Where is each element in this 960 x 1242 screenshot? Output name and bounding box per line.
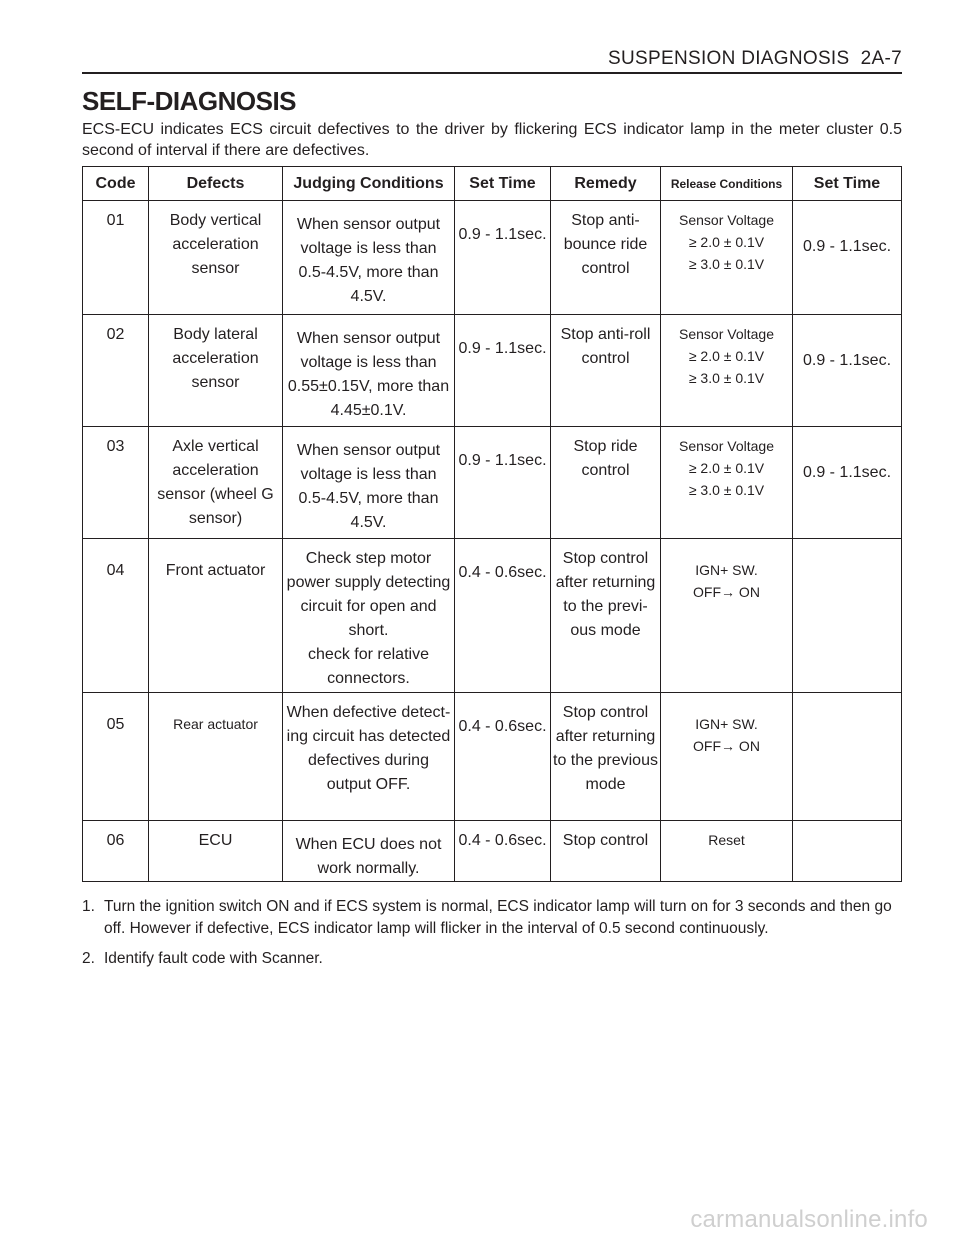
cell-line: 0.4 - 0.6sec. <box>458 832 547 849</box>
cell-line: bounce ride <box>563 236 648 253</box>
cell-line: Body lateral <box>173 326 258 343</box>
header-section: SUSPENSION DIAGNOSIS <box>608 48 850 69</box>
judging-conditions-cell <box>283 315 455 427</box>
remedy-cell <box>551 693 661 821</box>
table-header-row <box>83 167 902 201</box>
cell-line: Stop control <box>562 550 649 567</box>
cell-line: OFF→ ON <box>693 584 760 600</box>
cell-line: sensor <box>191 260 240 277</box>
cell-line: sensor) <box>188 510 243 527</box>
set-time-cell <box>455 315 551 427</box>
cell-line: short. <box>348 622 389 639</box>
remedy-cell <box>551 427 661 539</box>
cell-line: mode <box>585 776 626 793</box>
cell-line: IGN+ SW. <box>695 562 758 578</box>
cell-line: 0.4 - 0.6sec. <box>458 718 547 735</box>
cell-line: 4.45±0.1V. <box>330 402 407 419</box>
release-conditions-cell <box>661 821 793 882</box>
cell-line: Stop anti-roll <box>560 326 651 343</box>
col-header-code: Code <box>83 167 149 201</box>
cell-line: voltage is less than <box>300 240 437 257</box>
remedy-cell <box>551 201 661 315</box>
judging-conditions-cell <box>283 201 455 315</box>
table-row <box>83 693 902 821</box>
set-time-2-cell <box>793 821 902 882</box>
cell-line: ing circuit has detected <box>286 728 451 745</box>
set-time-cell <box>455 539 551 693</box>
set-time-2-cell <box>793 201 902 315</box>
defects-cell <box>149 427 283 539</box>
cell-line: check for relative <box>308 646 429 663</box>
judging-conditions-cell <box>283 427 455 539</box>
cell-line: acceleration <box>172 350 259 367</box>
cell-line: after returning <box>555 728 656 745</box>
page-title: SELF-DIAGNOSIS <box>82 86 297 116</box>
cell-line: Sensor Voltage <box>679 438 774 454</box>
defects-cell <box>149 539 283 693</box>
header-page-number: 2A-7 <box>860 48 902 69</box>
code-cell <box>83 315 149 427</box>
cell-line: ≥ 3.0 ± 0.1V <box>688 482 765 498</box>
note-text: Turn the ignition switch ON and if ECS system is normal, ECS indicator lamp will turn on for 3 seconds and then go off. However if defective, ECS indicator lamp will flicker in the interval of 0.5 second continuously. <box>104 898 892 937</box>
table-row <box>83 427 902 539</box>
cell-line: When defective detect- <box>286 704 451 721</box>
cell-line: defectives during <box>308 752 429 769</box>
cell-line: Stop ride <box>573 438 638 455</box>
header-text <box>608 48 902 70</box>
cell-line: 0.9 - 1.1sec. <box>458 226 547 243</box>
note-number: 2. <box>82 950 95 967</box>
cell-line: When ECU does not <box>295 836 442 853</box>
set-time-cell <box>455 201 551 315</box>
cell-line: circuit for open and <box>300 598 437 615</box>
cell-line: ≥ 2.0 ± 0.1V <box>688 234 765 250</box>
code-cell <box>83 539 149 693</box>
judging-conditions-cell <box>283 693 455 821</box>
list-item <box>82 896 902 940</box>
cell-line: after returning <box>555 574 656 591</box>
cell-line: Sensor Voltage <box>679 212 774 228</box>
cell-line: 0.5-4.5V, more than <box>298 490 439 507</box>
col-header-set-time: Set Time <box>455 167 551 201</box>
set-time-2-cell <box>793 427 902 539</box>
cell-line: output OFF. <box>326 776 411 793</box>
watermark: carmanualsonline.info <box>690 1206 928 1233</box>
table-row <box>83 315 902 427</box>
code-cell <box>83 821 149 882</box>
cell-line: control <box>581 260 630 277</box>
cell-line: Body vertical <box>169 212 262 229</box>
cell-line: Sensor Voltage <box>679 326 774 342</box>
cell-line: 0.4 - 0.6sec. <box>458 564 547 581</box>
set-time-2-cell <box>793 539 902 693</box>
table-row <box>83 539 902 693</box>
notes-list <box>82 896 902 978</box>
list-item <box>82 948 902 970</box>
cell-line: 01 <box>106 212 125 229</box>
col-header-set-time-2: Set Time <box>793 167 902 201</box>
col-header-defects: Defects <box>149 167 283 201</box>
cell-line: 4.5V. <box>350 514 387 531</box>
table-row <box>83 821 902 882</box>
defects-cell <box>149 201 283 315</box>
col-header-remedy: Remedy <box>551 167 661 201</box>
release-conditions-cell <box>661 539 793 693</box>
cell-line: Stop control <box>562 832 649 849</box>
cell-line: 0.9 - 1.1sec. <box>802 352 892 369</box>
cell-line: control <box>581 350 630 367</box>
cell-line: 06 <box>106 832 125 849</box>
cell-line: 0.5-4.5V, more than <box>298 264 439 281</box>
release-conditions-cell <box>661 693 793 821</box>
cell-line: Check step motor <box>305 550 432 567</box>
cell-line: work normally. <box>317 860 420 877</box>
cell-line: Front actuator <box>165 562 266 579</box>
defects-cell <box>149 693 283 821</box>
cell-line: sensor (wheel G <box>157 486 274 503</box>
cell-line: voltage is less than <box>300 466 437 483</box>
set-time-cell <box>455 821 551 882</box>
cell-line: ous mode <box>570 622 641 639</box>
set-time-2-cell <box>793 315 902 427</box>
cell-line: ≥ 3.0 ± 0.1V <box>688 256 765 272</box>
release-conditions-cell <box>661 315 793 427</box>
cell-line: 0.9 - 1.1sec. <box>802 238 892 255</box>
self-diagnosis-table <box>82 166 902 882</box>
cell-line: Axle vertical <box>172 438 259 455</box>
code-cell <box>83 427 149 539</box>
intro-paragraph: ECS-ECU indicates ECS circuit defectives to the driver by flickering ECS indicator lamp in the meter cluster 0.5 second of interval if there are defectives. <box>82 121 902 159</box>
release-conditions-cell <box>661 201 793 315</box>
set-time-2-cell <box>793 693 902 821</box>
cell-line: Stop control <box>562 704 649 721</box>
cell-line: 03 <box>106 438 125 455</box>
col-header-judging-conditions: Judging Conditions <box>283 167 455 201</box>
cell-line: to the previous <box>553 752 658 769</box>
defects-cell <box>149 821 283 882</box>
cell-line: When sensor output <box>296 216 441 233</box>
cell-line: power supply detecting <box>286 574 451 591</box>
cell-line: OFF→ ON <box>693 738 760 754</box>
col-header-release-conditions: Release Conditions <box>661 167 793 201</box>
cell-line: acceleration <box>172 236 259 253</box>
cell-line: ≥ 3.0 ± 0.1V <box>688 370 765 386</box>
judging-conditions-cell <box>283 821 455 882</box>
defects-cell <box>149 315 283 427</box>
cell-line: acceleration <box>172 462 259 479</box>
cell-line: ≥ 2.0 ± 0.1V <box>688 460 765 476</box>
cell-line: Rear actuator <box>173 716 258 732</box>
cell-line: 02 <box>106 326 125 343</box>
note-number: 1. <box>82 898 95 915</box>
cell-line: connectors. <box>327 670 410 687</box>
page-header <box>82 44 902 74</box>
cell-line: ≥ 2.0 ± 0.1V <box>688 348 765 364</box>
table-row <box>83 201 902 315</box>
cell-line: 0.55±0.15V, more than <box>287 378 450 395</box>
cell-line: Stop anti- <box>571 212 640 229</box>
judging-conditions-cell <box>283 539 455 693</box>
cell-line: 05 <box>106 716 125 733</box>
cell-line: IGN+ SW. <box>695 716 758 732</box>
cell-line: control <box>581 462 630 479</box>
remedy-cell <box>551 315 661 427</box>
cell-line: 0.9 - 1.1sec. <box>802 464 892 481</box>
remedy-cell <box>551 821 661 882</box>
cell-line: Reset <box>708 832 745 848</box>
cell-line: 0.9 - 1.1sec. <box>458 452 547 469</box>
code-cell <box>83 201 149 315</box>
cell-line: to the previ- <box>563 598 648 615</box>
cell-line: When sensor output <box>296 330 441 347</box>
release-conditions-cell <box>661 427 793 539</box>
cell-line: 4.5V. <box>350 288 387 305</box>
code-cell <box>83 693 149 821</box>
cell-line: voltage is less than <box>300 354 437 371</box>
set-time-cell <box>455 693 551 821</box>
cell-line: sensor <box>191 374 240 391</box>
cell-line: 04 <box>106 562 125 579</box>
remedy-cell <box>551 539 661 693</box>
cell-line: ECU <box>198 832 233 849</box>
note-text: Identify fault code with Scanner. <box>104 950 323 967</box>
set-time-cell <box>455 427 551 539</box>
cell-line: When sensor output <box>296 442 441 459</box>
cell-line: 0.9 - 1.1sec. <box>458 340 547 357</box>
